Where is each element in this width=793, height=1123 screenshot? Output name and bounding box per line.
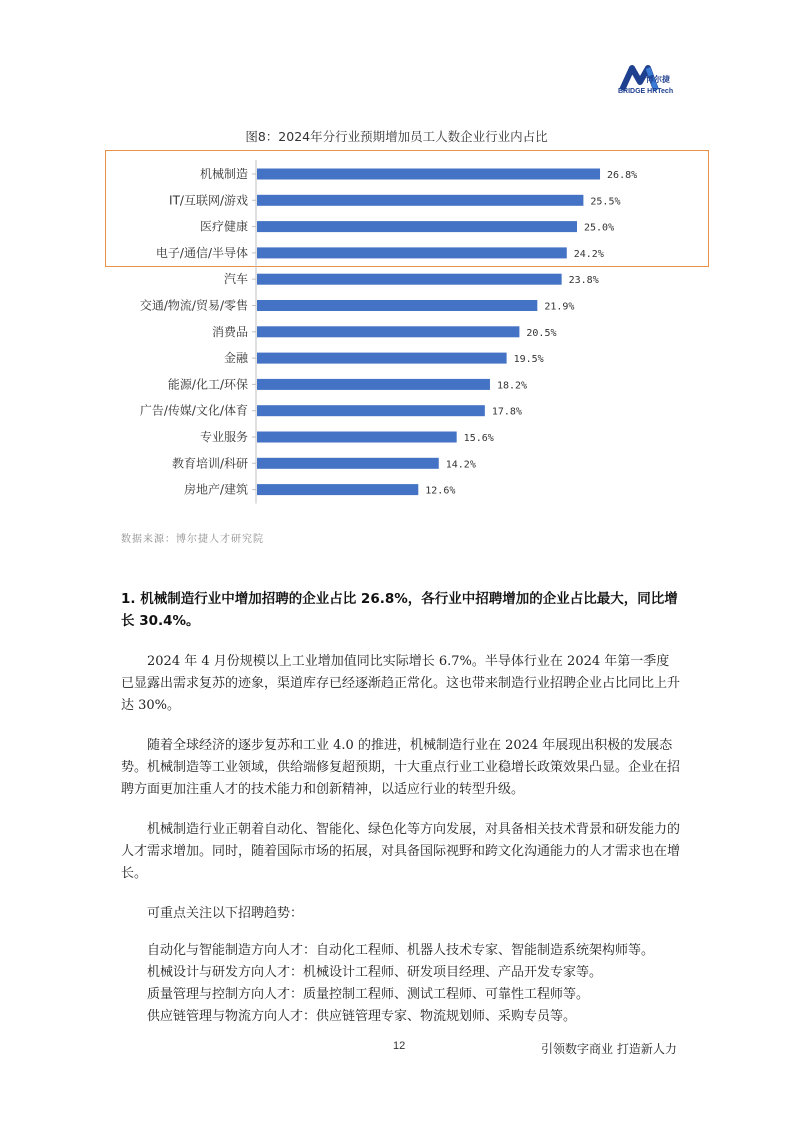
bar (257, 379, 490, 390)
value-label: 25.0% (584, 222, 615, 234)
category-label: 教育培训/科研 (171, 456, 248, 471)
category-label: 房地产/建筑 (183, 482, 248, 497)
category-label: 广告/传媒/文化/体育 (139, 403, 248, 418)
paragraph-4: 可重点关注以下招聘趋势： (147, 906, 304, 921)
list-item: 机械设计与研发方向人才：机械设计工程师、研发项目经理、产品开发专家等。 (147, 965, 603, 980)
bar (257, 484, 418, 495)
bar (257, 405, 485, 416)
logo-text: 博尔捷 (646, 75, 670, 84)
value-label: 26.8% (607, 170, 638, 181)
paragraph-3: 机械制造行业正朝着自动化、智能化、绿色化等方向发展，对具备相关技术背景和研发能力的人才需求增加。同时，随着国际市场的拓展，对具备国际视野和跨文化沟通能力的人才需求也在增长。 (121, 822, 681, 881)
category-label: 消费品 (211, 324, 248, 339)
category-label: 专业服务 (199, 430, 248, 444)
bar (257, 169, 600, 180)
value-label: 25.5% (590, 196, 621, 208)
bar (257, 353, 507, 364)
data-source: 数据来源：博尔捷人才研究院 (121, 534, 264, 545)
bar (257, 300, 537, 311)
list-item: 自动化与智能制造方向人才：自动化工程师、机器人技术专家、智能制造系统架构师等。 (147, 943, 655, 958)
bar (257, 195, 583, 206)
value-label: 23.8% (568, 275, 599, 287)
value-label: 20.5% (526, 327, 557, 339)
category-label: IT/互联网/游戏 (169, 193, 248, 208)
bar (257, 221, 577, 232)
list-item: 质量管理与控制方向人才：质量控制工程师、测试工程师、可靠性工程师等。 (147, 987, 590, 1002)
value-label: 18.2% (496, 380, 528, 392)
bar (257, 326, 519, 337)
bar (257, 247, 567, 258)
value-label: 19.5% (513, 354, 544, 366)
logo-sub-text: BRIDGE HRTech (618, 88, 674, 95)
category-label: 能源/化工/环保 (167, 377, 248, 392)
trend-list (147, 940, 707, 1028)
category-label: 电子/通信/半导体 (155, 245, 248, 260)
footer-slogan: 引领数字商业 打造新人力 (541, 1042, 677, 1056)
logo-subtitle (618, 88, 673, 95)
value-label: 12.6% (425, 485, 456, 497)
value-label: 24.2% (573, 248, 604, 260)
page-number: 12 (393, 1040, 406, 1052)
bar (257, 274, 562, 285)
category-label: 机械制造 (199, 167, 248, 181)
bar (257, 432, 457, 443)
category-label: 金融 (223, 351, 248, 366)
value-label: 14.2% (445, 459, 476, 471)
bar (257, 458, 439, 469)
bar-chart (0, 160, 793, 510)
figure-title: 图8：2024年分行业预期增加员工人数企业行业内占比 (245, 129, 548, 144)
list-item: 供应链管理与物流方向人才：供应链管理专家、物流规划师、采购专员等。 (147, 1009, 577, 1024)
value-label: 15.6% (463, 433, 494, 444)
paragraph-1: 2024 年 4 月份规模以上工业增加值同比实际增长 6.7%。半导体行业在 2024 年第一季度已显露出需求复苏的迹象，渠道库存已经逐渐趋正常化。这也带来制造行业招聘企业占比同比上升达 30%。 (121, 654, 681, 713)
value-label: 17.8% (491, 406, 522, 418)
value-label: 21.9% (544, 301, 575, 313)
section-heading: 1. 机械制造行业中增加招聘的企业占比 26.8%，各行业中招聘增加的企业占比最大，同比增长 30.4%。 (121, 591, 678, 629)
paragraph-2: 随着全球经济的逐步复苏和工业 4.0 的推进，机械制造行业在 2024 年展现出积极的发展态势。机械制造等工业领域，供给端修复超预期，十大重点行业工业稳增长政策效果凸显。企业在招聘方面更加注重人才的技术能力和创新精神，以适应行业的转型升级。 (121, 738, 681, 797)
category-label: 汽车 (223, 272, 248, 287)
category-label: 医疗健康 (199, 219, 248, 234)
category-label: 交通/物流/贸易/零售 (139, 298, 248, 313)
